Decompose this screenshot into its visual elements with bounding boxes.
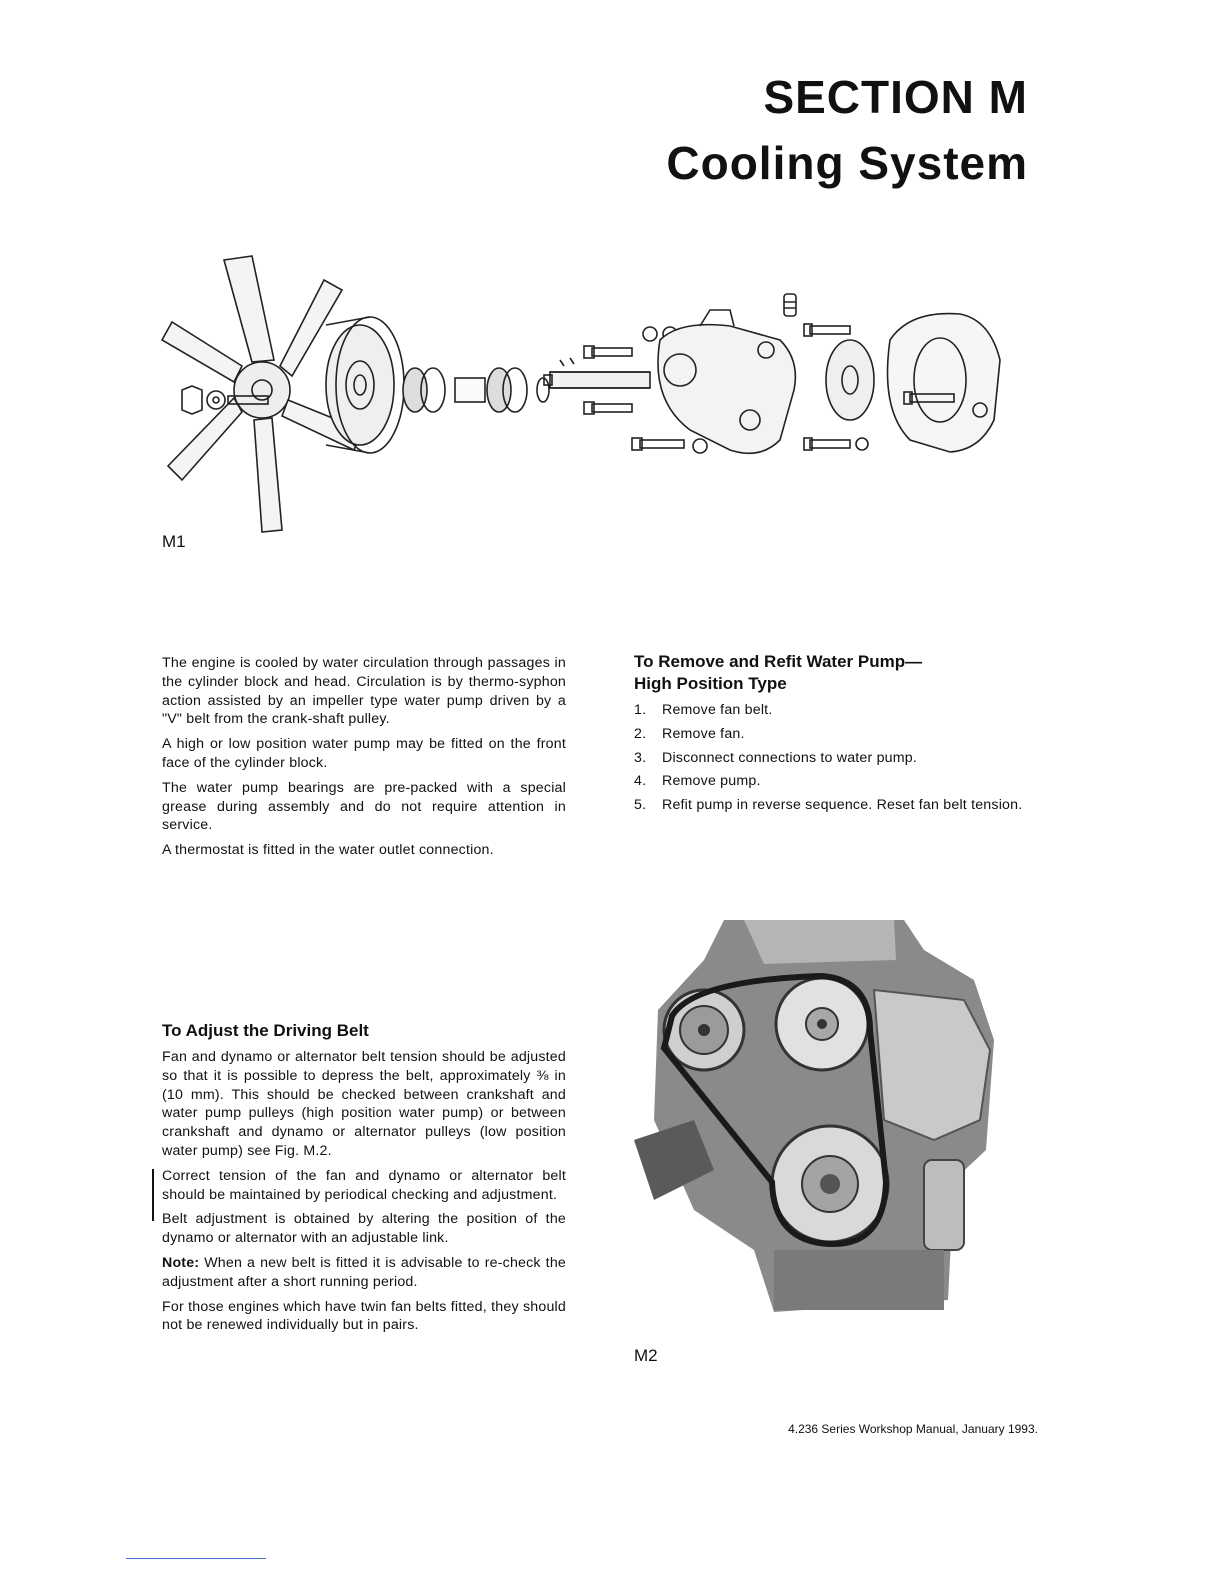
step-text: Disconnect connections to water pump. xyxy=(662,749,918,766)
step-number: 3. xyxy=(634,749,647,766)
figure-label-m1: M1 xyxy=(162,532,186,551)
belt-paragraph: For those engines which have twin fan belts fitted, they should not be renewed individually but in pairs. xyxy=(162,1298,566,1334)
step-item xyxy=(634,796,1036,815)
section-heading: SECTION M xyxy=(763,71,1028,123)
note-text: When a new belt is fitted it is advisable to re-check the adjustment after a short running period. xyxy=(162,1254,566,1290)
water-pump-heading xyxy=(634,651,1036,695)
belt-paragraph: Belt adjustment is obtained by altering the position of the dynamo or alternator with an adjustable link. xyxy=(162,1211,566,1247)
pump-body xyxy=(658,310,795,453)
drain-plug xyxy=(784,294,796,316)
pump-housing xyxy=(888,314,1001,452)
water-pump-section xyxy=(634,651,1036,820)
driving-belt-section xyxy=(162,1020,566,1341)
impeller xyxy=(804,324,874,450)
step-number: 2. xyxy=(634,725,647,742)
intro-paragraph: The engine is cooled by water circulation through passages in the cylinder block and head. Circulation is by thermo-syphon action assisted by an impeller type water pump driven by a "V" belt from the crank-shaft pulley. xyxy=(162,655,566,728)
step-number: 1. xyxy=(634,702,647,718)
step-text: Refit pump in reverse sequence. Reset fan belt tension. xyxy=(662,797,1023,814)
water-pump-heading-line1: To Remove and Refit Water Pump— xyxy=(634,652,923,671)
page-title: Cooling System xyxy=(666,137,1028,189)
step-item xyxy=(634,725,1036,744)
footer-text: 4.236 Series Workshop Manual, January 1993. xyxy=(788,1422,1038,1436)
intro-section xyxy=(162,654,566,866)
driving-belt-heading: To Adjust the Driving Belt xyxy=(162,1021,369,1040)
bearing-set xyxy=(403,368,549,412)
pump-shaft xyxy=(544,358,650,388)
water-pump-exploded-diagram xyxy=(160,250,1040,540)
belt-note xyxy=(162,1254,566,1292)
step-text: Remove fan belt. xyxy=(662,702,773,718)
belt-paragraph-text: Correct tension of the fan and dynamo or alternator belt should be maintained by periodical checking and adjustment. xyxy=(162,1167,566,1203)
intro-paragraph: A high or low position water pump may be fitted on the front face of the cylinder block. xyxy=(162,736,566,771)
water-pump-heading-line2: High Position Type xyxy=(634,674,787,693)
note-label: Note: xyxy=(162,1254,200,1271)
step-number: 5. xyxy=(634,797,647,814)
step-item xyxy=(634,772,1036,791)
water-pump-steps xyxy=(634,701,1036,815)
belt-paragraph: Fan and dynamo or alternator belt tension should be adjusted so that it is possible to depress the belt, approximately ⅜ in (10 mm). This should be checked between crankshaft and water pump pulleys (high position water pump) or between crankshaft and dynamo or alternator pulleys (low position water pump) see Fig. M.2. xyxy=(162,1049,566,1159)
step-text: Remove pump. xyxy=(662,773,761,790)
step-number: 4. xyxy=(634,773,647,790)
footer-rule xyxy=(126,1558,266,1559)
engine-front-photo xyxy=(634,920,996,1316)
figure-label-m2: M2 xyxy=(634,1346,658,1365)
intro-paragraph: The water pump bearings are pre-packed with a special grease during assembly and do not require attention in service. xyxy=(162,779,566,834)
step-item xyxy=(634,749,1036,768)
step-text: Remove fan. xyxy=(662,725,745,742)
intro-paragraph: A thermostat is fitted in the water outlet connection. xyxy=(162,842,494,859)
belt-paragraph-revised xyxy=(162,1167,566,1205)
revision-bar xyxy=(152,1169,154,1221)
step-item xyxy=(634,701,1036,720)
